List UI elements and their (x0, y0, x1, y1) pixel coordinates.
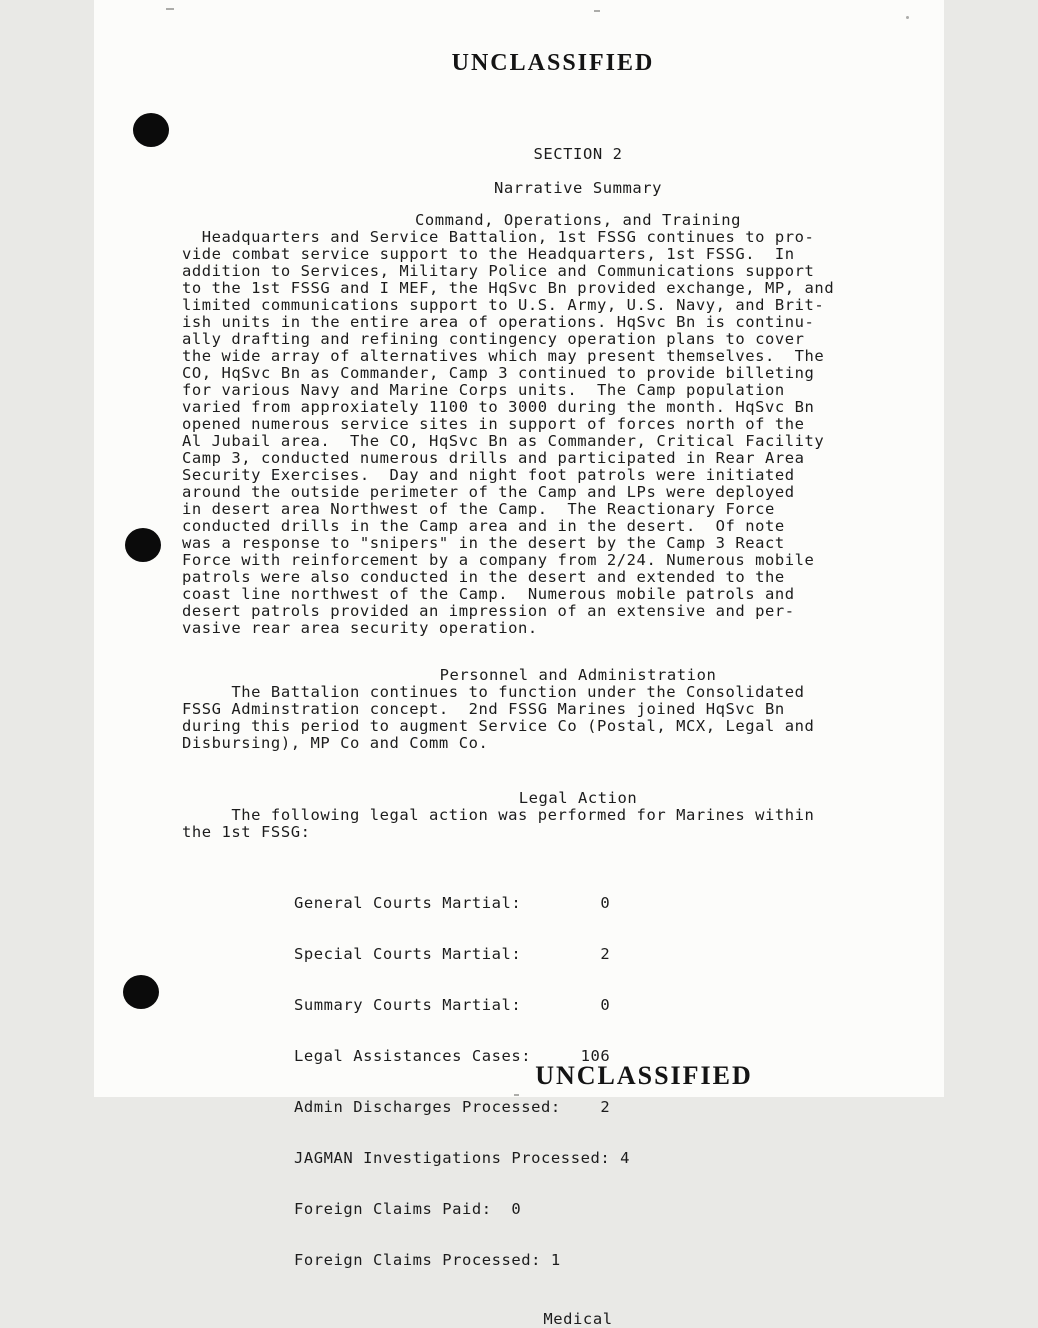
legal-stat-foreign-claims-processed: Foreign Claims Processed: 1 (294, 1251, 561, 1269)
heading-personnel-administration: Personnel and Administration (439, 666, 717, 684)
classification-banner-top: UNCLASSIFIED (451, 50, 655, 76)
legal-stat-jagman-investigations: JAGMAN Investigations Processed: 4 (294, 1149, 630, 1167)
scan-artifact (166, 8, 174, 10)
legal-stat-general-courts-martial: General Courts Martial: 0 (294, 894, 611, 912)
classification-banner-bottom: UNCLASSIFIED (535, 1061, 753, 1090)
hole-punch-mark (125, 528, 161, 562)
paragraph-legal-intro: The following legal action was performed for Marines within the 1st FSSG: (182, 806, 815, 841)
legal-stat-admin-discharges: Admin Discharges Processed: 2 (294, 1098, 611, 1116)
document-page (94, 0, 944, 1328)
hole-punch-mark (123, 975, 159, 1009)
scan-artifact (906, 16, 909, 19)
legal-stat-legal-assistance-cases: Legal Assistances Cases: 106 (294, 1047, 611, 1065)
heading-legal-action: Legal Action (518, 789, 638, 807)
heading-medical: Medical (543, 1310, 613, 1328)
paragraph-personnel: The Battalion continues to function under the Consolidated FSSG Adminstration concept. 2nd FSSG Marines joined HqSvc Bn during this period to augment Service Co (Postal, MCX, Legal and Disbursing), MP Co and Comm Co. (182, 683, 815, 752)
hole-punch-mark (133, 113, 169, 147)
section-title: SECTION 2 (533, 145, 623, 163)
paragraph-command-operations: Headquarters and Service Battalion, 1st FSSG continues to pro- vide combat service support to the Headquarters, 1st FSSG. In addition to Services, Military Police and Communications support to the 1st FSSG and I MEF, the HqSvc Bn provided exchange, MP, and limited communications support to U.S. Army, U.S. Navy, and Brit- ish units in the entire area of operations. HqSvc Bn is continu- ally drafting and refining contingency operation plans to cover the wide array of alternatives which may present themselves. The CO, HqSvc Bn as Commander, Camp 3 continued to provide billeting for various Navy and Marine Corps units. The Camp population varied from approxiately 1100 to 3000 during the month. HqSvc Bn opened numerous service sites in support of forces north of the Al Jubail area. The CO, HqSvc Bn as Commander, Critical Facility Camp 3, conducted numerous drills and participated in Rear Area Security Exercises. Day and night foot patrols were initiated around the outside perimeter of the Camp and LPs were deployed in desert area Northwest of the Camp. The Reactionary Force conducted drills in the Camp area and in the desert. Of note was a response to "snipers" in the desert by the Camp 3 React Force with reinforcement by a company from 2/24. Numerous mobile patrols were also conducted in the desert and extended to the coast line northwest of the Camp. Numerous mobile patrols and desert patrols provided an impression of an extensive and per- vasive rear area security operation. (182, 228, 835, 637)
scan-artifact (594, 10, 600, 12)
heading-command-operations-training: Command, Operations, and Training (414, 211, 742, 229)
legal-stat-special-courts-martial: Special Courts Martial: 2 (294, 945, 611, 963)
legal-stat-foreign-claims-paid: Foreign Claims Paid: 0 (294, 1200, 522, 1218)
section-subtitle: Narrative Summary (494, 179, 662, 197)
legal-stat-summary-courts-martial: Summary Courts Martial: 0 (294, 996, 611, 1014)
document-body (182, 140, 874, 1328)
